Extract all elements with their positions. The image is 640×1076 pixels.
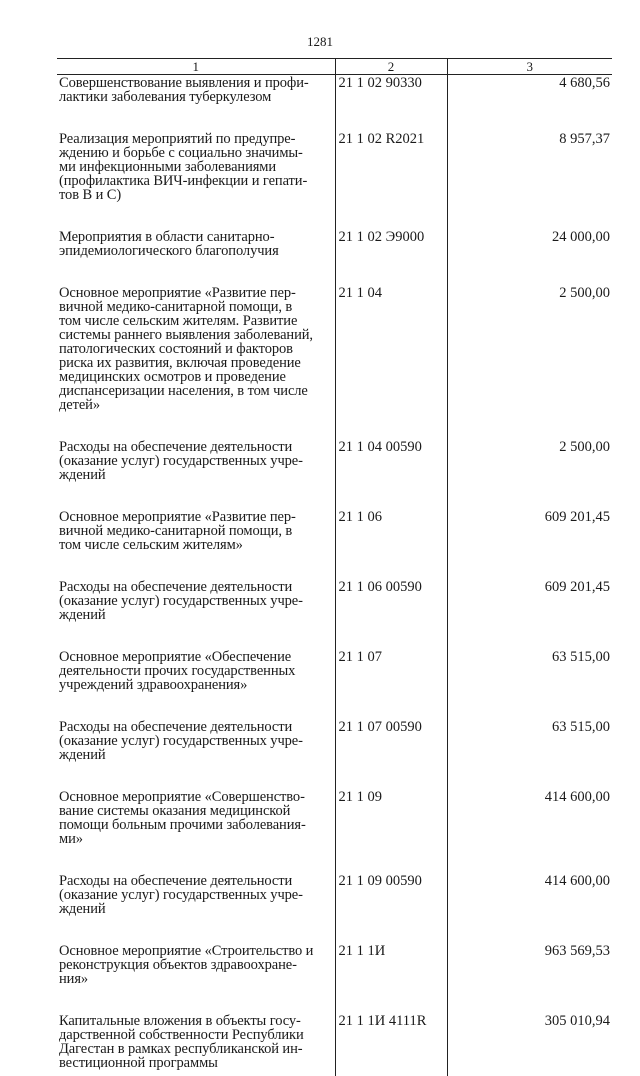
description-line: (профилактика ВИЧ-инфекции и гепати- — [59, 174, 331, 188]
description-line: Основное мероприятие «Обеспечение — [59, 650, 331, 664]
description-line: деятельности прочих государственных — [59, 664, 331, 678]
table-row — [57, 580, 612, 650]
description-line: вание системы оказания медицинской — [59, 804, 331, 818]
description-line: детей» — [59, 398, 331, 412]
description-line: Дагестан в рамках республиканской ин- — [59, 1042, 331, 1056]
description-line: риска их развития, включая проведение — [59, 356, 331, 370]
description-line: Совершенствование выявления и профи- — [59, 76, 331, 90]
row-amount: 8 957,37 — [447, 132, 612, 230]
row-code: 21 1 09 — [335, 790, 447, 874]
description-line: том числе сельским жителям» — [59, 538, 331, 552]
row-amount: 2 500,00 — [447, 286, 612, 440]
description-line: ждений — [59, 468, 331, 482]
description-line: вичной медико-санитарной помощи, в — [59, 300, 331, 314]
table-row — [57, 874, 612, 944]
row-code: 21 1 04 00590 — [335, 440, 447, 510]
row-amount: 24 000,00 — [447, 230, 612, 286]
description-line: Основное мероприятие «Развитие пер- — [59, 510, 331, 524]
row-description — [57, 440, 335, 510]
row-amount: 609 201,45 — [447, 510, 612, 580]
description-line: Основное мероприятие «Строительство и — [59, 944, 331, 958]
table-row — [57, 650, 612, 720]
description-line: том числе сельским жителям. Развитие — [59, 314, 331, 328]
row-code: 21 1 06 00590 — [335, 580, 447, 650]
row-amount: 2 500,00 — [447, 440, 612, 510]
table-header — [57, 59, 612, 75]
row-description — [57, 944, 335, 1014]
description-line: Расходы на обеспечение деятельности — [59, 580, 331, 594]
description-line: Мероприятия в области санитарно- — [59, 230, 331, 244]
description-line: ми» — [59, 832, 331, 846]
table-row — [57, 720, 612, 790]
description-line: реконструкция объектов здравоохране- — [59, 958, 331, 972]
description-line: эпидемиологического благополучия — [59, 244, 331, 258]
table-row — [57, 790, 612, 874]
description-line: Расходы на обеспечение деятельности — [59, 440, 331, 454]
page-number: 1281 — [0, 34, 640, 50]
description-line: лактики заболевания туберкулезом — [59, 90, 331, 104]
row-description — [57, 75, 335, 133]
description-line: тов В и С) — [59, 188, 331, 202]
row-description — [57, 230, 335, 286]
description-line: дарственной собственности Республики — [59, 1028, 331, 1042]
row-amount: 414 600,00 — [447, 790, 612, 874]
description-line: (оказание услуг) государственных учре- — [59, 888, 331, 902]
row-code: 21 1 1И — [335, 944, 447, 1014]
table-row — [57, 230, 612, 286]
row-description — [57, 720, 335, 790]
table-row — [57, 944, 612, 1014]
table-row — [57, 75, 612, 133]
row-amount: 305 010,94 — [447, 1014, 612, 1076]
row-description — [57, 286, 335, 440]
description-line: (оказание услуг) государственных учре- — [59, 454, 331, 468]
budget-table-container — [57, 58, 612, 1076]
header-row — [57, 59, 612, 75]
description-line: Капитальные вложения в объекты госу- — [59, 1014, 331, 1028]
row-code: 21 1 02 Э9000 — [335, 230, 447, 286]
header-col-1: 1 — [57, 59, 335, 75]
description-line: Реализация мероприятий по предупре- — [59, 132, 331, 146]
budget-table — [57, 58, 612, 1076]
description-line: ждений — [59, 902, 331, 916]
description-line: ния» — [59, 972, 331, 986]
description-line: учреждений здравоохранения» — [59, 678, 331, 692]
description-line: вичной медико-санитарной помощи, в — [59, 524, 331, 538]
header-col-2: 2 — [335, 59, 447, 75]
table-row — [57, 510, 612, 580]
row-amount: 63 515,00 — [447, 650, 612, 720]
description-line: Расходы на обеспечение деятельности — [59, 874, 331, 888]
header-col-3: 3 — [447, 59, 612, 75]
row-code: 21 1 02 90330 — [335, 75, 447, 133]
row-code: 21 1 06 — [335, 510, 447, 580]
row-code: 21 1 02 R2021 — [335, 132, 447, 230]
description-line: ждений — [59, 608, 331, 622]
description-line: системы раннего выявления заболеваний, — [59, 328, 331, 342]
row-code: 21 1 07 00590 — [335, 720, 447, 790]
table-row — [57, 132, 612, 230]
row-amount: 963 569,53 — [447, 944, 612, 1014]
row-amount: 609 201,45 — [447, 580, 612, 650]
description-line: Расходы на обеспечение деятельности — [59, 720, 331, 734]
row-description — [57, 1014, 335, 1076]
description-line: вестиционной программы — [59, 1056, 331, 1070]
row-code: 21 1 04 — [335, 286, 447, 440]
row-amount: 63 515,00 — [447, 720, 612, 790]
table-row — [57, 1014, 612, 1076]
row-description — [57, 510, 335, 580]
description-line: ми инфекционными заболеваниями — [59, 160, 331, 174]
row-amount: 4 680,56 — [447, 75, 612, 133]
table-body — [57, 75, 612, 1076]
row-code: 21 1 1И 4111R — [335, 1014, 447, 1076]
description-line: (оказание услуг) государственных учре- — [59, 734, 331, 748]
description-line: ждению и борьбе с социально значимы- — [59, 146, 331, 160]
row-description — [57, 650, 335, 720]
description-line: медицинских осмотров и проведение — [59, 370, 331, 384]
description-line: диспансеризации населения, в том числе — [59, 384, 331, 398]
table-row — [57, 440, 612, 510]
description-line: патологических состояний и факторов — [59, 342, 331, 356]
description-line: Основное мероприятие «Развитие пер- — [59, 286, 331, 300]
description-line: помощи больным прочими заболевания- — [59, 818, 331, 832]
description-line: (оказание услуг) государственных учре- — [59, 594, 331, 608]
row-code: 21 1 07 — [335, 650, 447, 720]
row-code: 21 1 09 00590 — [335, 874, 447, 944]
row-amount: 414 600,00 — [447, 874, 612, 944]
row-description — [57, 790, 335, 874]
description-line: ждений — [59, 748, 331, 762]
description-line: Основное мероприятие «Совершенство- — [59, 790, 331, 804]
row-description — [57, 874, 335, 944]
table-row — [57, 286, 612, 440]
row-description — [57, 132, 335, 230]
row-description — [57, 580, 335, 650]
